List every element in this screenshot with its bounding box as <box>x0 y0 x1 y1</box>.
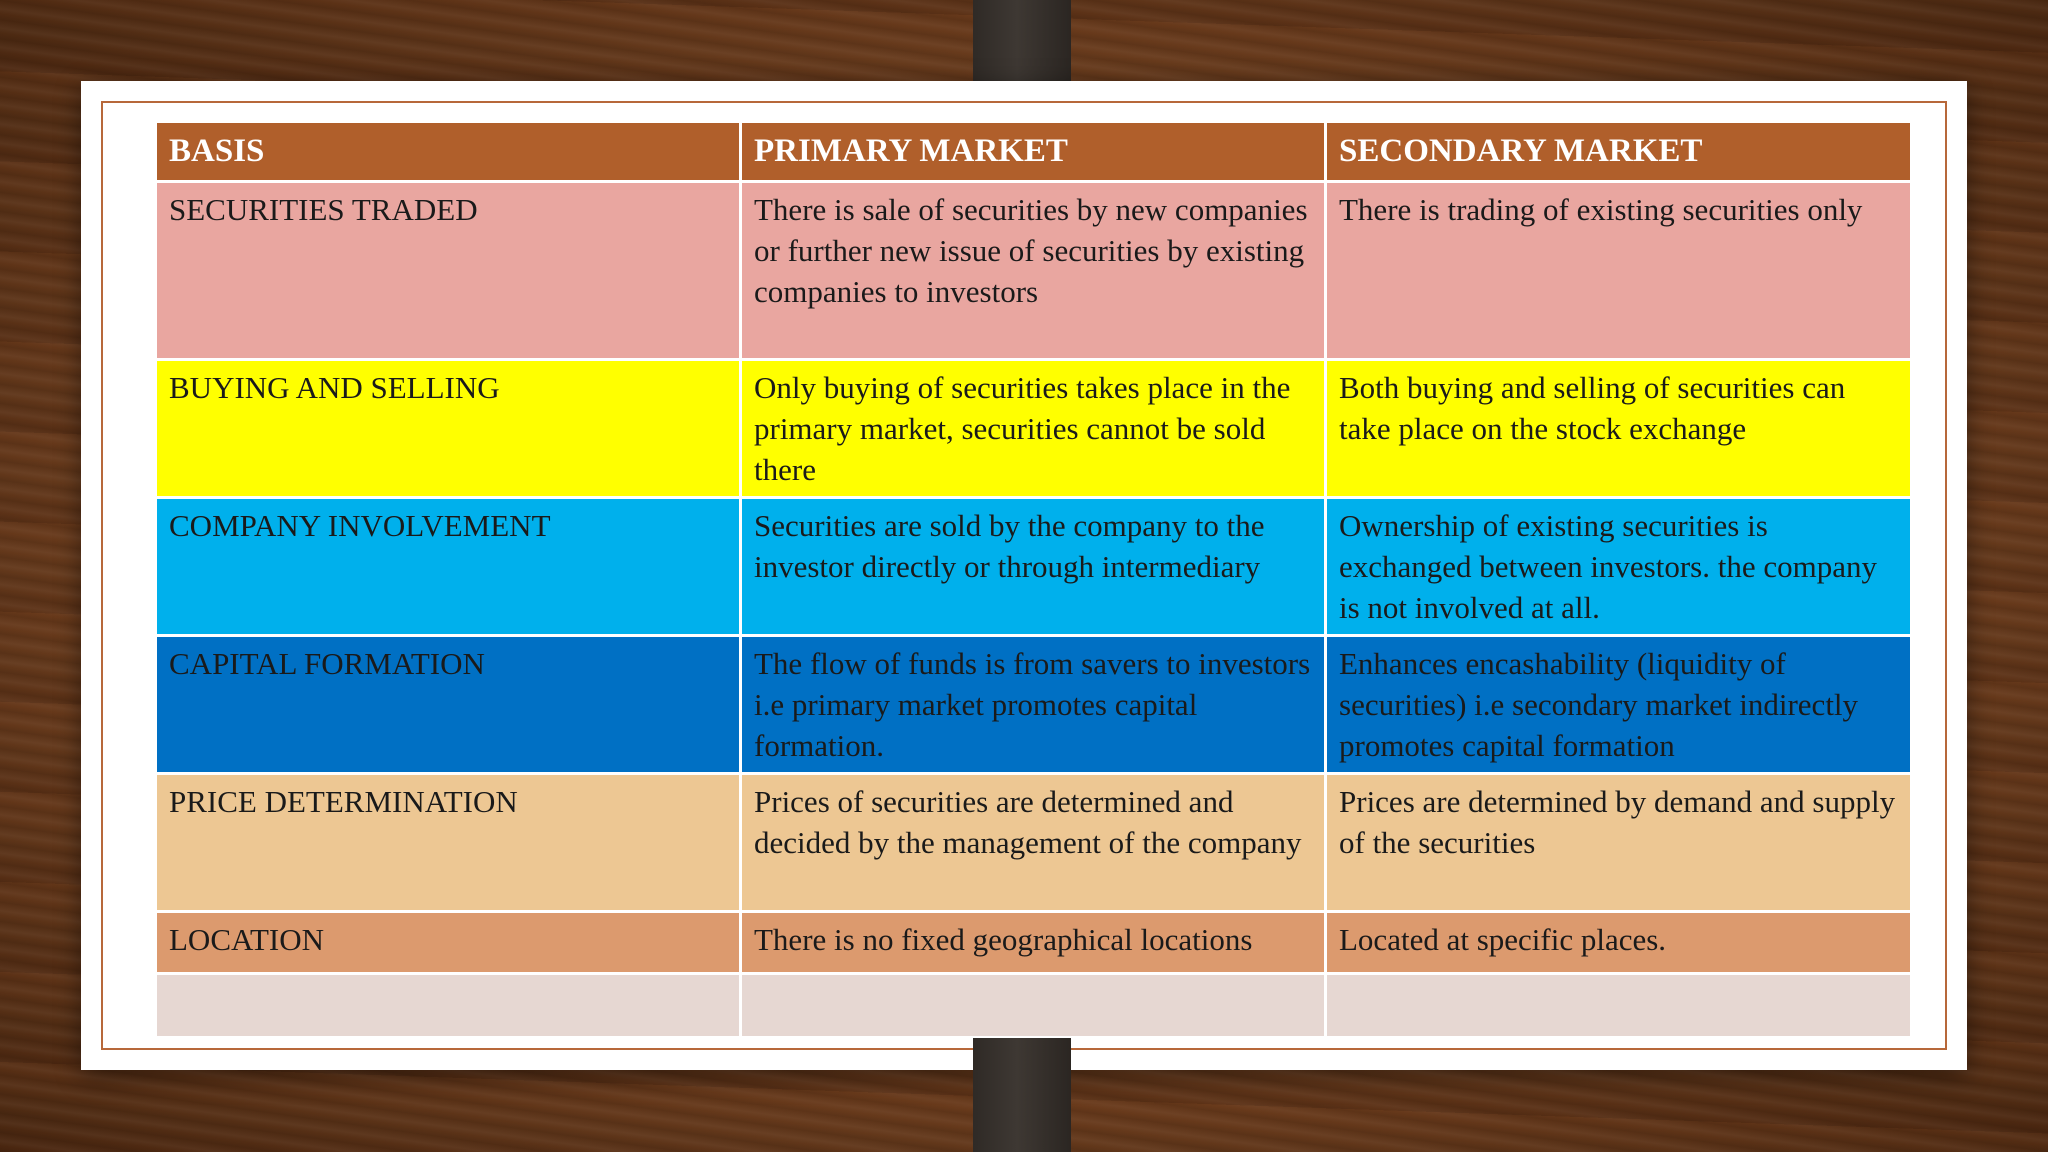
cell-primary: There is no fixed geographical locations <box>741 912 1326 974</box>
cell-secondary: Ownership of existing securities is exchanged between investors. the company is not involved at all. <box>1326 498 1912 636</box>
row-securities-traded <box>156 182 1912 360</box>
row-location <box>156 912 1912 974</box>
cell-secondary <box>1326 974 1912 1038</box>
header-secondary-market: SECONDARY MARKET <box>1326 122 1912 182</box>
binder-strap-top <box>973 0 1071 90</box>
comparison-table <box>154 120 1913 1039</box>
header-primary-market: PRIMARY MARKET <box>741 122 1326 182</box>
cell-primary: The flow of funds is from savers to investors i.e primary market promotes capital formation. <box>741 636 1326 774</box>
header-basis: BASIS <box>156 122 741 182</box>
cell-secondary: Enhances encashability (liquidity of securities) i.e secondary market indirectly promotes capital formation <box>1326 636 1912 774</box>
cell-secondary: Located at specific places. <box>1326 912 1912 974</box>
cell-basis: PRICE DETERMINATION <box>156 774 741 912</box>
row-capital-formation <box>156 636 1912 774</box>
row-company-involvement <box>156 498 1912 636</box>
cell-secondary: Both buying and selling of securities can take place on the stock exchange <box>1326 360 1912 498</box>
row-empty <box>156 974 1912 1038</box>
slide-card <box>81 81 1967 1070</box>
cell-primary: Prices of securities are determined and decided by the management of the company <box>741 774 1326 912</box>
cell-basis: LOCATION <box>156 912 741 974</box>
cell-secondary: Prices are determined by demand and supply of the securities <box>1326 774 1912 912</box>
cell-primary: Only buying of securities takes place in the primary market, securities cannot be sold there <box>741 360 1326 498</box>
cell-basis <box>156 974 741 1038</box>
cell-basis: CAPITAL FORMATION <box>156 636 741 774</box>
binder-strap-bottom <box>973 1038 1071 1152</box>
cell-secondary: There is trading of existing securities only <box>1326 182 1912 360</box>
cell-primary: There is sale of securities by new companies or further new issue of securities by existing companies to investors <box>741 182 1326 360</box>
cell-basis: COMPANY INVOLVEMENT <box>156 498 741 636</box>
cell-primary: Securities are sold by the company to the investor directly or through intermediary <box>741 498 1326 636</box>
cell-basis: BUYING AND SELLING <box>156 360 741 498</box>
table-header-row <box>156 122 1912 182</box>
row-price-determination <box>156 774 1912 912</box>
row-buying-and-selling <box>156 360 1912 498</box>
cell-primary <box>741 974 1326 1038</box>
cell-basis: SECURITIES TRADED <box>156 182 741 360</box>
